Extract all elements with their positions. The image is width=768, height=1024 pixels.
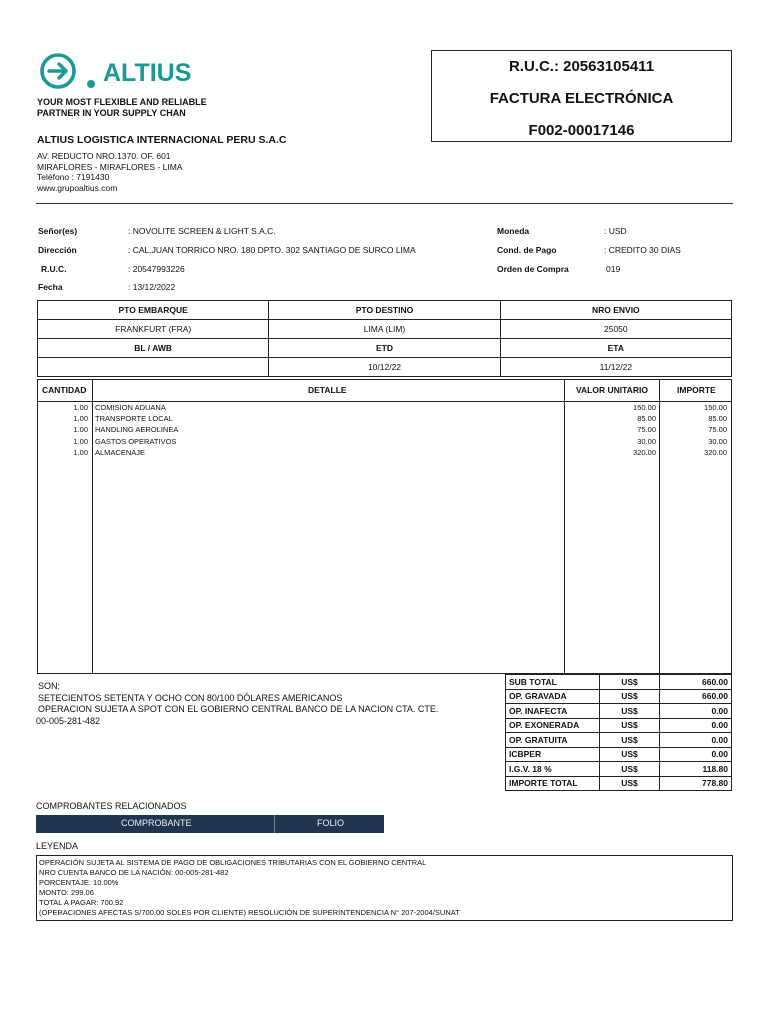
arrow-circle-icon xyxy=(38,48,208,94)
legend-line: (OPERACIONES AFECTAS S/700.00 SOLES POR CLIENTE) RESOLUCIÓN DE SUPERINTENDENCIA N° 207-2004/SUNAT xyxy=(39,908,460,917)
header-divider xyxy=(36,203,733,204)
item-amount: 150.00 xyxy=(704,403,727,412)
legend-line: MONTO: 299.06 xyxy=(39,888,94,897)
item-amount: 75.00 xyxy=(708,425,727,435)
table-row xyxy=(38,403,731,414)
tagline-line: PARTNER IN YOUR SUPPLY CHAN xyxy=(37,108,186,118)
nro-envio-header: NRO ENVIO xyxy=(500,301,731,320)
legend-box xyxy=(36,855,733,921)
related-docs-title: COMPROBANTES RELACIONADOS xyxy=(36,801,187,811)
item-description: ALMACENAJE xyxy=(95,447,146,457)
table-row xyxy=(38,437,731,448)
importe-header: IMPORTE xyxy=(677,385,716,395)
altius-logo xyxy=(38,48,208,94)
item-qty: 1.00 xyxy=(73,403,88,412)
item-unit-value: 150.00 xyxy=(633,403,656,412)
orden-compra-label: Orden de Compra xyxy=(497,264,569,274)
direccion-value: : CAL.JUAN TORRICO NRO. 180 DPTO. 302 SANTIAGO DE SURCO LIMA xyxy=(128,245,416,255)
eta-header: ETA xyxy=(500,339,731,358)
issuer-website: www.grupoaltius.com xyxy=(37,182,118,193)
issuer-address xyxy=(37,151,182,193)
cantidad-header: CANTIDAD xyxy=(42,385,87,395)
son-label: SON: xyxy=(38,681,61,691)
item-unit-value: 30.00 xyxy=(637,436,656,446)
total-label: OP. INAFECTA xyxy=(506,704,600,719)
senor-label: Señor(es) xyxy=(38,226,78,236)
legend-title: LEYENDA xyxy=(36,841,79,851)
total-currency: US$ xyxy=(600,776,660,791)
document-id-box xyxy=(431,50,732,142)
item-amount: 30.00 xyxy=(708,436,727,446)
totals-row xyxy=(506,776,732,791)
table-row xyxy=(38,448,731,459)
totals-row xyxy=(506,689,732,704)
table-row xyxy=(38,425,731,436)
legend-line: TOTAL A PAGAR: 700.92 xyxy=(39,898,124,907)
tagline-line: YOUR MOST FLEXIBLE AND RELIABLE xyxy=(37,97,207,107)
total-label: IMPORTE TOTAL xyxy=(506,776,600,791)
item-qty: 1.00 xyxy=(73,414,88,424)
fecha-value: : 13/12/2022 xyxy=(128,282,176,292)
son-words: SETECIENTOS SETENTA Y OCHO CON 80/100 DÓLARES AMERICANOS xyxy=(38,692,343,703)
item-qty: 1.00 xyxy=(73,447,88,457)
totals-row xyxy=(506,762,732,777)
document-type: FACTURA ELECTRÓNICA xyxy=(489,90,674,107)
legend-line: OPERACIÓN SUJETA AL SISTEMA DE PAGO DE OBLIGACIONES TRIBUTARIAS CON EL GOBIERNO CENTRAL xyxy=(39,858,427,867)
pto-destino-value: LIMA (LIM) xyxy=(269,320,500,339)
address-line: AV. REDUCTO NRO.1370. OF. 601 xyxy=(37,151,171,161)
item-description: TRANSPORTE LOCAL xyxy=(95,414,173,424)
total-currency: US$ xyxy=(600,718,660,733)
total-label: ICBPER xyxy=(506,747,600,762)
total-currency: US$ xyxy=(600,689,660,704)
table-row xyxy=(38,414,731,425)
shipping-table xyxy=(37,300,732,377)
direccion-label: Dirección xyxy=(38,245,77,255)
totals-table xyxy=(505,674,732,791)
folio-header: FOLIO xyxy=(317,818,345,828)
orden-compra-value: 019 xyxy=(606,264,621,274)
total-currency: US$ xyxy=(600,733,660,748)
comprobante-header: COMPROBANTE xyxy=(121,818,192,828)
cond-pago-label: Cond. de Pago xyxy=(497,245,557,255)
related-docs-header xyxy=(36,815,384,833)
total-currency: US$ xyxy=(600,762,660,777)
valor-unitario-header: VALOR UNITARIO xyxy=(576,385,648,395)
legend-line: PORCENTAJE: 10.00% xyxy=(39,878,119,887)
totals-row xyxy=(506,747,732,762)
item-amount: 85.00 xyxy=(708,414,727,424)
item-qty: 1.00 xyxy=(73,436,88,446)
totals-row xyxy=(506,704,732,719)
etd-value: 10/12/22 xyxy=(269,358,500,377)
total-value: 118.80 xyxy=(660,762,732,777)
total-value: 778.80 xyxy=(660,776,732,791)
pto-destino-header: PTO DESTINO xyxy=(269,301,500,320)
spot-note: OPERACION SUJETA A SPOT CON EL GOBIERNO CENTRAL BANCO DE LA NACION CTA. CTE. xyxy=(38,704,439,714)
document-number: F002-00017146 xyxy=(528,122,635,139)
totals-row xyxy=(506,718,732,733)
total-label: OP. GRAVADA xyxy=(506,689,600,704)
fecha-label: Fecha xyxy=(38,282,63,292)
bl-awb-header: BL / AWB xyxy=(38,339,269,358)
total-label: SUB TOTAL xyxy=(506,675,600,690)
column-divider xyxy=(274,815,275,833)
total-value: 0.00 xyxy=(660,747,732,762)
total-value: 660.00 xyxy=(660,689,732,704)
total-value: 0.00 xyxy=(660,718,732,733)
total-currency: US$ xyxy=(600,747,660,762)
etd-header: ETD xyxy=(269,339,500,358)
spot-account: 00-005-281-482 xyxy=(36,715,101,726)
item-qty: 1.00 xyxy=(73,425,88,435)
moneda-value: : USD xyxy=(604,226,627,236)
pto-embarque-value: FRANKFURT (FRA) xyxy=(38,320,269,339)
nro-envio-value: 25050 xyxy=(500,320,731,339)
moneda-label: Moneda xyxy=(497,226,530,236)
detalle-header: DETALLE xyxy=(308,385,347,395)
issuer-phone: Teléfono : 7191430 xyxy=(37,172,110,182)
items-header-row xyxy=(38,380,731,402)
customer-ruc-label: R.U.C. xyxy=(41,264,67,274)
total-value: 0.00 xyxy=(660,704,732,719)
pto-embarque-header: PTO EMBARQUE xyxy=(38,301,269,320)
cond-pago-value: : CREDITO 30 DIAS xyxy=(604,245,681,255)
total-currency: US$ xyxy=(600,675,660,690)
item-description: HANDLING AEROLINEA xyxy=(95,425,179,435)
total-currency: US$ xyxy=(600,704,660,719)
brand-name: ALTIUS xyxy=(103,59,192,87)
total-label: OP. GRATUITA xyxy=(506,733,600,748)
senor-value: : NOVOLITE SCREEN & LIGHT S.A.C. xyxy=(128,226,276,236)
item-description: COMISION ADUANA xyxy=(95,403,166,412)
item-description: GASTOS OPERATIVOS xyxy=(95,436,177,446)
totals-row xyxy=(506,675,732,690)
item-unit-value: 320.00 xyxy=(633,447,656,457)
bl-awb-value xyxy=(38,358,269,377)
total-label: I.G.V. 18 % xyxy=(506,762,600,777)
eta-value: 11/12/22 xyxy=(500,358,731,377)
amount-in-words xyxy=(38,681,438,727)
issuer-company: ALTIUS LOGISTICA INTERNACIONAL PERU S.A.C xyxy=(37,134,287,146)
item-unit-value: 75.00 xyxy=(637,425,656,435)
totals-row xyxy=(506,733,732,748)
items-table xyxy=(37,379,732,674)
item-amount: 320.00 xyxy=(704,447,727,457)
legend-line: NRO CUENTA BANCO DE LA NACIÓN: 00-005-281-482 xyxy=(39,868,229,877)
issuer-ruc: R.U.C.: 20563105411 xyxy=(508,58,655,75)
customer-ruc-value: : 20547993226 xyxy=(128,264,185,274)
brand-tagline xyxy=(37,97,207,119)
address-line: MIRAFLORES - MIRAFLORES - LIMA xyxy=(37,161,183,172)
total-value: 660.00 xyxy=(660,675,732,690)
item-unit-value: 85.00 xyxy=(637,414,656,424)
total-value: 0.00 xyxy=(660,733,732,748)
total-label: OP. EXONERADA xyxy=(506,718,600,733)
